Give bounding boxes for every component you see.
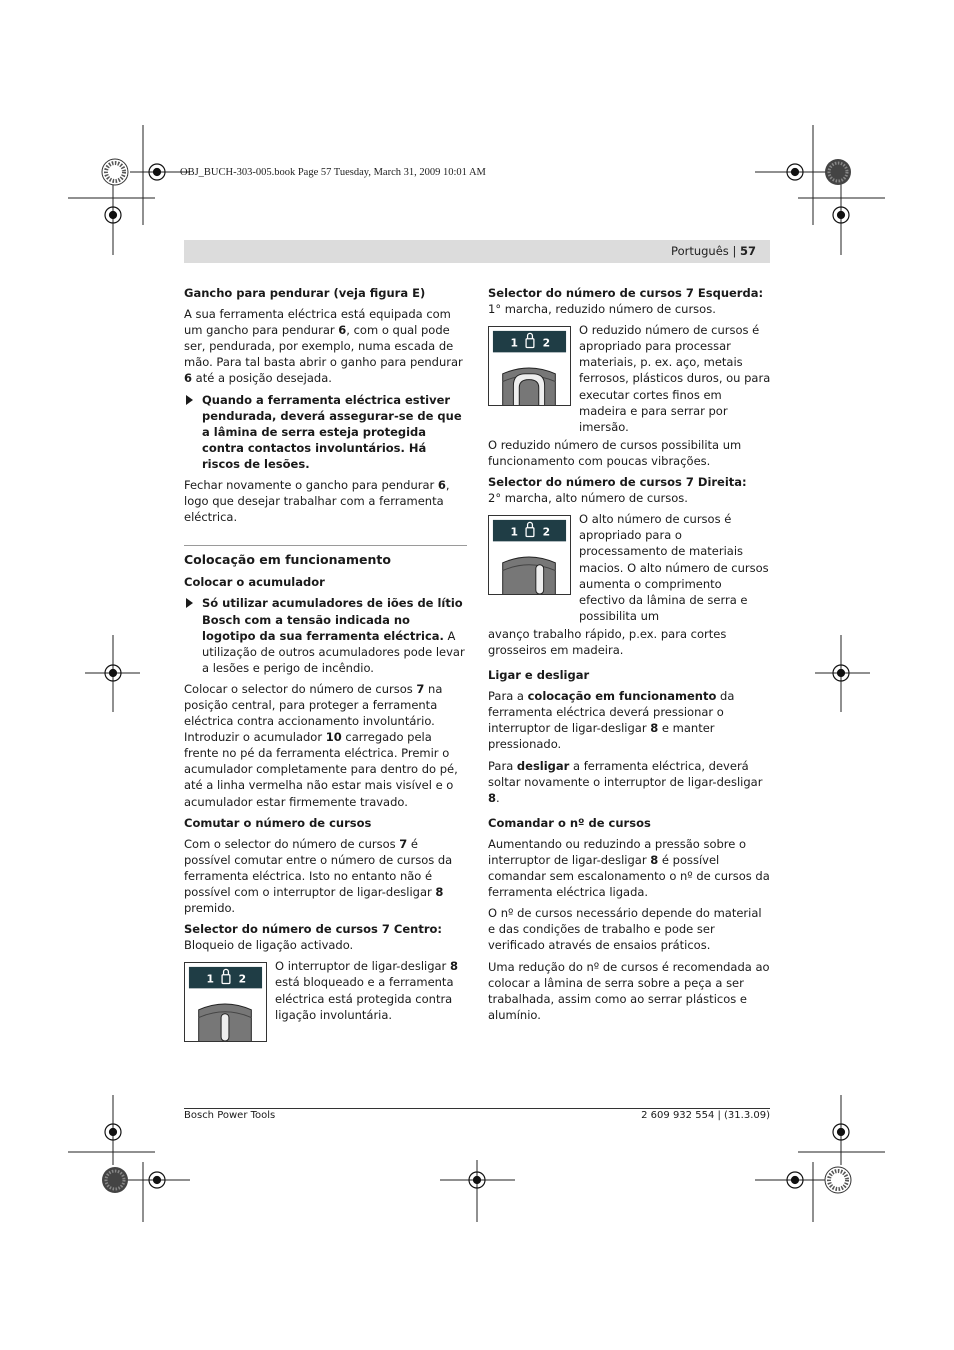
control-paragraph-1 <box>488 836 771 900</box>
selector-knob <box>503 557 556 594</box>
header-text <box>671 244 756 258</box>
label-two: 2 <box>542 336 551 350</box>
label-one: 1 <box>510 336 518 350</box>
left-position-subtitle: 1° marcha, reduzido número de cursos. <box>488 302 716 317</box>
emphasis: colocação em funcionamento <box>527 689 717 704</box>
strokes-heading: Comutar o número de cursos <box>184 815 372 830</box>
print-info: OBJ_BUCH-303-005.book Page 57 Tuesday, March 31, 2009 10:01 AM <box>180 167 486 178</box>
ref-number: 6 <box>338 323 347 338</box>
control-paragraph-3: Uma redução do nº de cursos é recomendada ao colocar a lâmina de serra sobre a peça a ser trabalhada, assim como ao serrar plásticos e alumínio. <box>488 959 770 1022</box>
text: está bloqueado e a ferramenta eléctrica está protegida contra ligação involuntária. <box>275 975 454 1022</box>
control-heading: Comandar o nº de cursos <box>488 815 651 830</box>
footer-brand: Bosch Power Tools <box>184 1110 276 1121</box>
text: O interruptor de ligar-desligar <box>275 959 450 974</box>
selector-dial-band <box>189 967 262 988</box>
right-position-heading: Selector do número de cursos 7 Direita: <box>488 475 747 490</box>
strokes-paragraph <box>184 836 467 916</box>
emphasis: desligar <box>516 758 570 773</box>
label-one: 1 <box>510 525 518 539</box>
warning-text: Só utilizar acumuladores de iões de lítio Bosch com a tensão indicada no logotipo da sua ferramenta eléctrica. <box>202 596 463 643</box>
text: , com o qual pode ser, pendurada, por exemplo, numa escada de mão. Para tal basta abrir o ganho para pendurar <box>184 323 463 370</box>
right-column <box>488 285 771 1028</box>
text: A sua ferramenta eléctrica está equipada com um gancho para pendurar <box>184 307 451 338</box>
onoff-paragraph-1 <box>488 688 771 752</box>
text: Colocar o selector do número de cursos <box>184 681 417 696</box>
ref-number: 8 <box>650 853 659 867</box>
selector-right-figure <box>488 515 571 595</box>
hook-warning <box>184 392 467 472</box>
control-paragraph-2: O nº de cursos necessário depende do material e das condições de trabalho e pode ser verificado através de ensaios práticos. <box>488 906 762 953</box>
warning-text: Quando a ferramenta eléctrica estiver pendurada, deverá assegurar-se de que a lâmina de serra esteja protegida contra contactos involuntários. Há riscos de lesões. <box>202 392 462 471</box>
ref-number: 10 <box>325 730 342 745</box>
text: , logo que desejar trabalhar com a ferramenta eléctrica. <box>184 478 450 525</box>
ref-number: 8 <box>650 721 659 736</box>
text: premido. <box>184 901 236 916</box>
left-position-heading: Selector do número de cursos 7 Esquerda: <box>488 286 764 300</box>
left-column <box>184 285 467 1044</box>
bullet-triangle-icon <box>186 598 193 608</box>
label-one: 1 <box>206 972 214 986</box>
battery-paragraph <box>184 681 467 810</box>
ref-number: 7 <box>399 836 408 851</box>
hook-paragraph <box>184 306 467 386</box>
hook-close-paragraph <box>184 477 467 525</box>
ref-number: 7 <box>416 681 425 696</box>
text: da ferramenta eléctrica deverá pressionar o interruptor de ligar-desligar <box>488 689 735 736</box>
footer-divider <box>184 1108 770 1109</box>
text: é possível comutar entre o número de cursos da ferramenta eléctrica. Isto no entanto não é possível com o interruptor de ligar-desligar <box>184 836 453 899</box>
selector-left-figure <box>488 326 571 406</box>
label-two: 2 <box>238 972 247 986</box>
text: . <box>496 790 500 805</box>
right-position-text: O alto número de cursos é apropriado para o processamento de materiais macios. O alto número de cursos aumenta o comprimento efectivo da lâmina de serra e possibilita um <box>579 512 769 623</box>
text: é possível comandar sem escalonamento o nº de cursos da ferramenta eléctrica ligada. <box>488 853 770 900</box>
center-text <box>275 958 467 1042</box>
text: A utilização de outros acumuladores pode levar a lesões e perigo de incêndio. <box>202 628 465 675</box>
text: a ferramenta eléctrica, deverá soltar novamente o interruptor de ligar-desligar <box>488 758 763 789</box>
page-header <box>184 240 770 263</box>
left-position-text: O reduzido número de cursos é apropriado para processar materiais, p. ex. aço, metais ferrosos, plásticos duros, ou para executar cortes finos em madeira e para serrar por imersão. <box>579 323 771 434</box>
right-position-subtitle: 2° marcha, alto número de cursos. <box>488 491 688 506</box>
text: Com o selector do número de cursos <box>184 836 400 851</box>
text: até a posição desejada. <box>192 371 332 386</box>
text: Para <box>488 758 517 773</box>
text: na posição central, para proteger a ferramenta eléctrica contra accionamento involuntário. Introduzir o acumulador <box>184 681 443 745</box>
center-heading: Selector do número de cursos 7 Centro: <box>184 922 442 937</box>
header-language: Português | <box>671 244 740 258</box>
footer-doc-number: 2 609 932 554 | (31.3.09) <box>641 1110 770 1121</box>
label-two: 2 <box>542 525 551 539</box>
selector-pointer <box>221 1014 229 1041</box>
battery-warning <box>184 595 467 675</box>
page-number: 57 <box>739 244 756 258</box>
onoff-heading: Ligar e desligar <box>488 668 590 683</box>
selector-pointer <box>536 565 544 594</box>
hook-heading: Gancho para pendurar (veja figura E) <box>184 286 426 300</box>
right-position-after: avanço trabalho rápido, p.ex. para cortes grosseiros em madeira. <box>488 626 727 657</box>
ref-number: 8 <box>449 959 458 974</box>
text: carregado pela frente no pé da ferramenta eléctrica. Premir o acumulador completamente para dentro do pé, até a linha vermelha não estar mais visível e o acumulador estar firmemente travado. <box>184 730 458 809</box>
ref-number: 8 <box>435 885 444 899</box>
text: Para a <box>488 689 528 704</box>
left-figure-row <box>488 322 771 435</box>
text: e manter pressionado. <box>488 721 715 752</box>
center-subtitle: Bloqueio de ligação activado. <box>184 938 354 953</box>
battery-heading: Colocar o acumulador <box>184 575 325 590</box>
right-figure-row <box>488 511 771 624</box>
bullet-triangle-icon <box>186 395 193 405</box>
text: Fechar novamente o gancho para pendurar <box>184 478 438 493</box>
text: Aumentando ou reduzindo a pressão sobre o interruptor de ligar-desligar <box>488 836 747 867</box>
operation-heading: Colocação em funcionamento <box>184 545 467 569</box>
onoff-paragraph-2 <box>488 758 771 806</box>
ref-number: 6 <box>184 371 193 386</box>
ref-number: 8 <box>488 790 497 805</box>
ref-number: 6 <box>437 478 446 493</box>
center-figure-row <box>184 958 467 1042</box>
left-position-after: O reduzido número de cursos possibilita um funcionamento com poucas vibrações. <box>488 437 742 468</box>
selector-center-figure <box>184 962 267 1042</box>
